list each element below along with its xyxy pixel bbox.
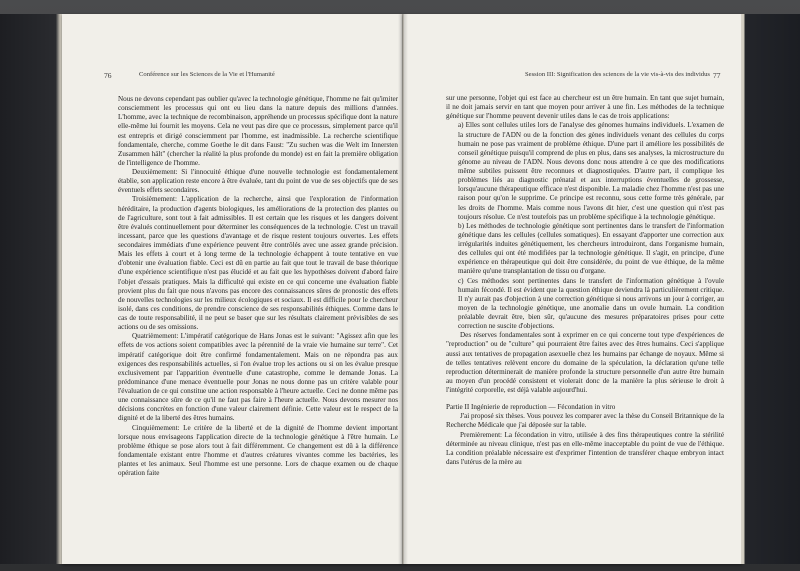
right-list-item: a) Elles sont cellules utiles lors de l'analyse des génomes humains individuels. L'examen de la structure de l'ADN ou de la fonction des gènes individuels venant des cellules du corps humain ne pose pas vraiment de problème éthique. D'une part il améliore les possibilités de conseil génétique puisqu'il comprend de plus en plus, dans ses analyses, la microstructure du génome au niveau de l'ADN. Nous devons donc nous attendre à ce que des modifications même subtiles puissent être reconnues et diagnostiquées. D'autre part, il complique les problèmes liés au diagnostic prénatal et aux interruptions éventuelles de grossesse, lorsqu'aucune thérapeutique efficace n'est disponible. La maladie chez l'homme n'est pas une raison pour qu'on le supprime. Ce principe est reconnu, sous cette forme très générale, par les droits de l'homme. Mais comme nous l'avons dit hier, c'est une question qui n'est pas toujours résolue. Ce n'est toutefois pas un problème spécifique à la technologie génétique. xyxy=(458,121,724,221)
left-paragraph: Troisièmement: L'application de la recherche, ainsi que l'exploration de l'information héréditaire, la production d'agents biologiques, les améliorations de la protection des plantes ou de l'agriculture, sont tout à fait admissibles. Il est certain que les risques et les dangers doivent être évalués continuellement pour déterminer les conséquences de la technologie. C'est un travail incessant, parce que les questions d'avantage et de risque restent toujours ouvertes. Les effets secondaires immédiats d'une expérience peuvent être contrôlés avec une assez grande précision. Mais les effets à court et à long terme de la technologie échappent à toute tentative en vue d'obtenir une évaluation fiable. Ceci est dû en partie au fait que tout le travail de base théorique d'une expérience scientifique n'est pas élucidé et au fait que les hypothèses doivent d'abord faire l'objet d'essais pratiques. Mais la difficulté qui existe en ce qui concerne une évaluation fiable provient plus du fait que nous n'avons pas encore des connaissances sûres de pronostic des effets de nouvelles technologies sur les milieux écologiques et sociaux. Il est difficile pour le chercheur isolé, dans ces conditions, de prendre conscience de ses responsabilités éthiques. Comme dans le cas de toute responsabilité, il ne peut se baser que sur les résultats clairement prévisibles de ses actions ou de ses omissions. xyxy=(118,195,398,332)
right-paragraph: sur une personne, l'objet qui est face au chercheur est un être humain. En tant que sujet humain, il ne doit jamais servir en tant que moyen pour arriver à une fin. Les méthodes de la technique génétique sur l'homme peuvent devenir utiles dans le cas de trois applications: xyxy=(446,94,724,121)
right-paragraph: Premièrement: La fécondation in vitro, utilisée à des fins thérapeutiques contre la stérilité déterminée au niveau clinique, n'est pas en elle-même inacceptable du point de vue de l'éthique. La condition préalable nécessaire est d'exprimer l'intention de transférer chaque embryon intact dans l'utérus de la mère au xyxy=(446,430,724,466)
right-page-number: 77 xyxy=(713,71,721,80)
right-running-head: Session III: Signification des sciences de la vie vis-à-vis des individus xyxy=(525,71,710,78)
left-paragraph: Quatrièmement: L'impératif catégorique de Hans Jonas est le suivant: "Agissez afin que les effets de vos actions soient compatibles avec la pérennité de la vraie vie humaine sur terre". Cet impératif catégorique doit être confirmé fondamentalement. Mais on ne répondra pas aux exigences des responsabilités actuelles, si l'on évalue trop les actions ou si on les évalue presque exclusivement par l'apparition éventuelle d'une catastrophe, comme le demande Jonas. La prédominance d'une menace éventuelle pour Jonas ne nous donne pas un critère valable pour l'évaluation de ce qui constitue une action responsable à l'heure actuelle. Ceci ne donne même pas une connaissance sûre de ce qu'il ne faut pas faire à l'heure actuelle. Nous devons mesurer nos décisions concrètes en fonction d'une valeur clairement définie. Cette valeur est le respect de la dignité et de la liberté des êtres humains. xyxy=(118,332,398,423)
section-heading: Partie II Ingénierie de reproduction — Fécondation in vitro xyxy=(446,403,616,412)
left-paragraph: Nous ne devons cependant pas oublier qu'avec la technologie génétique, l'homme ne fait qu'imiter consciemment les processus qui ont eu lieu dans la nature depuis des millions d'années. L'homme, avec la technique de recombinaison, appréhende un processus spécifique dont la nature elle-même lui fournit les moyens. Cela ne veut pas dire que ce processus, simplement parce qu'il est entrepris et dirigé consciemment par l'homme, est inadmissible. La recherche scientifique fondamentale, cherche, comme Goethe le dit dans Faust: "Zu suchen was die Welt im Innersten Zusammen hält" (chercher la réalité la plus profonde du monde) est en fait la première obligation de l'intelligence de l'homme. xyxy=(118,95,398,167)
left-paragraph: Cinquièmement: Le critère de la liberté et de la dignité de l'homme devient important lorsque nous envisageons l'application directe de la technologie génétique à l'être humain. Le problème éthique se pose alors tout à fait différemment. Ce changement est dû à la différence fondamentale existant entre l'homme et d'autres créatures vivantes comme les bactéries, les plantes et les animaux. Seul l'homme est une personne. Lors de chaque examen ou de chaque opération faite xyxy=(118,423,398,478)
left-body-text xyxy=(118,95,398,478)
right-page xyxy=(403,14,742,564)
right-list-item: c) Ces méthodes sont pertinentes dans le transfert de l'information génétique à l'ovule humain fécondé. Il est évident que la question éthique deviendra là particulièrement critique. Il n'y aurait pas d'objection à une correction génétique si nous arrivons un jour à corriger, au moyen de la technologie génétique, une anomalie dans un ovule humain. La condition préalable devrait être, bien sûr, qu'aucune des mesures préparatoires prises pour cette correction ne suscite d'objections. xyxy=(458,276,724,331)
right-book-edge xyxy=(741,14,800,564)
left-running-head: Conférence sur les Sciences de la Vie et l'Humanité xyxy=(139,71,275,78)
right-body-text xyxy=(446,94,724,467)
right-paragraph: Des réserves fondamentales sont à exprimer en ce qui concerne tout type d'expériences de "reproduction" ou de "culture" qui pourraient être faites avec des êtres humains. Ceci s'applique aussi aux tentatives de propagation asexuelle chez les humains par échange de noyaux. Même si de telles tentatives relèvent encore du domaine de la spéculation, la déclaration qu'une telle reproduction déterminerait de manière profonde la structure personnelle d'un autre être humain au moyen d'un procédé consistent et violerait donc de la manière la plus sérieuse le droit à l'intégrité corporelle, est déjà valable aujourd'hui. xyxy=(446,331,724,394)
right-list-item: b) Les méthodes de technologie génétique sont pertinentes dans le transfert de l'information génétique dans les cellules (cellules somatiques). En essayant d'apporter une correction aux irrégularités induites génétiquement, les chercheurs introduiront, dans l'organisme humain, des cellules qui ont été modifiées par la technologie génétique. Il s'agit, en principe, d'une expérience en thérapeutique qui doit être considérée, du point de vue éthique, de la même manière qu'une transplantation de tissu ou d'organe. xyxy=(458,221,724,276)
right-paragraph: J'ai proposé six thèses. Vous pouvez les comparer avec la thèse du Conseil Britannique de la Recherche Médicale que j'ai déposée sur la table. xyxy=(446,412,724,430)
left-page-number: 76 xyxy=(104,71,112,80)
left-book-edge xyxy=(0,14,62,564)
left-page xyxy=(62,14,403,564)
left-paragraph: Deuxièmement: Si l'innocuité éthique d'une nouvelle technologie est fondamentalement établie, son application reste encore à être évaluée, tant du point de vue de ses objectifs que de ses éventuels effets secondaires. xyxy=(118,168,398,195)
